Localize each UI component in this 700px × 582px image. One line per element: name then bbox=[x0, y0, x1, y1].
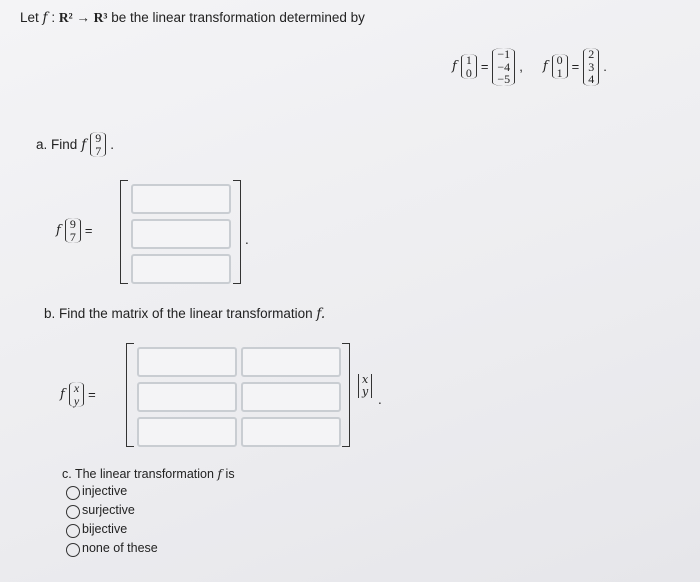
answer-a-entry-1[interactable] bbox=[131, 184, 231, 214]
matrix-left-bracket bbox=[126, 343, 134, 447]
part-b-lhs bbox=[60, 382, 96, 407]
input-vector-xy bbox=[69, 382, 84, 407]
input-vector bbox=[65, 218, 81, 243]
matrix-entry-1-2[interactable] bbox=[241, 347, 341, 377]
vec-entry: 1 bbox=[465, 53, 472, 68]
period: . bbox=[245, 232, 249, 247]
vec-entry: 4 bbox=[588, 72, 595, 87]
option-surjective-label: surjective bbox=[82, 503, 135, 517]
option-bijective-label: bijective bbox=[82, 522, 128, 536]
equals: = bbox=[571, 59, 580, 75]
part-c-label: c. The linear transformation bbox=[62, 467, 214, 481]
colon: : bbox=[51, 10, 56, 25]
radio-injective[interactable] bbox=[66, 486, 80, 500]
f-symbol: f bbox=[217, 466, 223, 481]
f-symbol: f bbox=[56, 223, 61, 239]
equals: = bbox=[480, 59, 489, 75]
given-definitions bbox=[452, 48, 607, 86]
vec-entry: x bbox=[73, 381, 80, 395]
matrix-entry-3-2[interactable] bbox=[241, 417, 341, 447]
image-vector-e1 bbox=[492, 48, 515, 86]
matrix-entry-3-1[interactable] bbox=[137, 417, 237, 447]
option-none-label: none of these bbox=[82, 541, 158, 555]
vec-entry: 9 bbox=[95, 131, 102, 145]
period: . bbox=[110, 137, 115, 153]
statement-rest: be the linear transformation determined by bbox=[111, 10, 365, 25]
period: . bbox=[603, 59, 607, 75]
part-b-label: b. Find the matrix of the linear transformation bbox=[44, 306, 313, 321]
vec-entry: −5 bbox=[497, 72, 511, 87]
period: . bbox=[378, 392, 382, 407]
matrix-entry-2-1[interactable] bbox=[137, 382, 237, 412]
option-injective-label: injective bbox=[82, 484, 128, 498]
vec-entry: 2 bbox=[588, 47, 595, 61]
vec-entry: 7 bbox=[69, 229, 76, 244]
vec-entry: 0 bbox=[465, 65, 472, 80]
vec-entry: y bbox=[362, 385, 369, 399]
vec-entry: −1 bbox=[497, 47, 511, 61]
vec-entry: 3 bbox=[588, 59, 595, 74]
codomain-space: R³ bbox=[93, 10, 108, 25]
part-a-heading bbox=[36, 132, 114, 157]
f-symbol: f. bbox=[316, 306, 326, 322]
let-text: Let bbox=[20, 10, 39, 25]
comma: , bbox=[519, 59, 523, 75]
matrix-right-bracket bbox=[342, 343, 350, 447]
radio-bijective[interactable] bbox=[66, 524, 80, 538]
f-symbol: f bbox=[542, 59, 548, 75]
part-a-label: a. Find bbox=[36, 137, 78, 153]
f-symbol: f bbox=[452, 59, 457, 75]
basis-vector-e1 bbox=[461, 54, 477, 79]
left-bracket bbox=[120, 180, 128, 284]
matrix-entry-2-2[interactable] bbox=[241, 382, 341, 412]
equals: = bbox=[84, 223, 93, 239]
answer-a-entry-3[interactable] bbox=[131, 254, 231, 284]
f-symbol: f bbox=[60, 387, 65, 403]
f-symbol: f bbox=[42, 10, 48, 26]
arrow: → bbox=[76, 10, 90, 25]
equals: = bbox=[88, 387, 96, 403]
input-vector bbox=[90, 132, 106, 157]
vec-entry: 0 bbox=[556, 53, 563, 68]
vec-entry: y bbox=[73, 393, 80, 408]
vec-entry: x bbox=[362, 373, 369, 386]
answer-a-entry-2[interactable] bbox=[131, 219, 231, 249]
f-symbol: f bbox=[81, 136, 87, 153]
part-a-lhs bbox=[56, 218, 92, 243]
vec-entry: 1 bbox=[556, 65, 563, 80]
is-text: is bbox=[225, 467, 235, 481]
vec-entry: −4 bbox=[497, 59, 511, 74]
problem-statement bbox=[20, 10, 365, 26]
radio-none[interactable] bbox=[66, 543, 80, 557]
column-vector-xy bbox=[358, 374, 372, 398]
right-bracket bbox=[233, 180, 241, 284]
part-b-heading bbox=[44, 306, 325, 322]
vec-entry: 9 bbox=[69, 217, 76, 231]
vec-entry: 7 bbox=[95, 143, 102, 158]
basis-vector-e2 bbox=[552, 54, 568, 79]
domain-space: R² bbox=[58, 10, 73, 25]
image-vector-e2 bbox=[583, 48, 599, 86]
radio-surjective[interactable] bbox=[66, 505, 80, 519]
part-c-heading bbox=[62, 466, 235, 481]
matrix-entry-1-1[interactable] bbox=[137, 347, 237, 377]
